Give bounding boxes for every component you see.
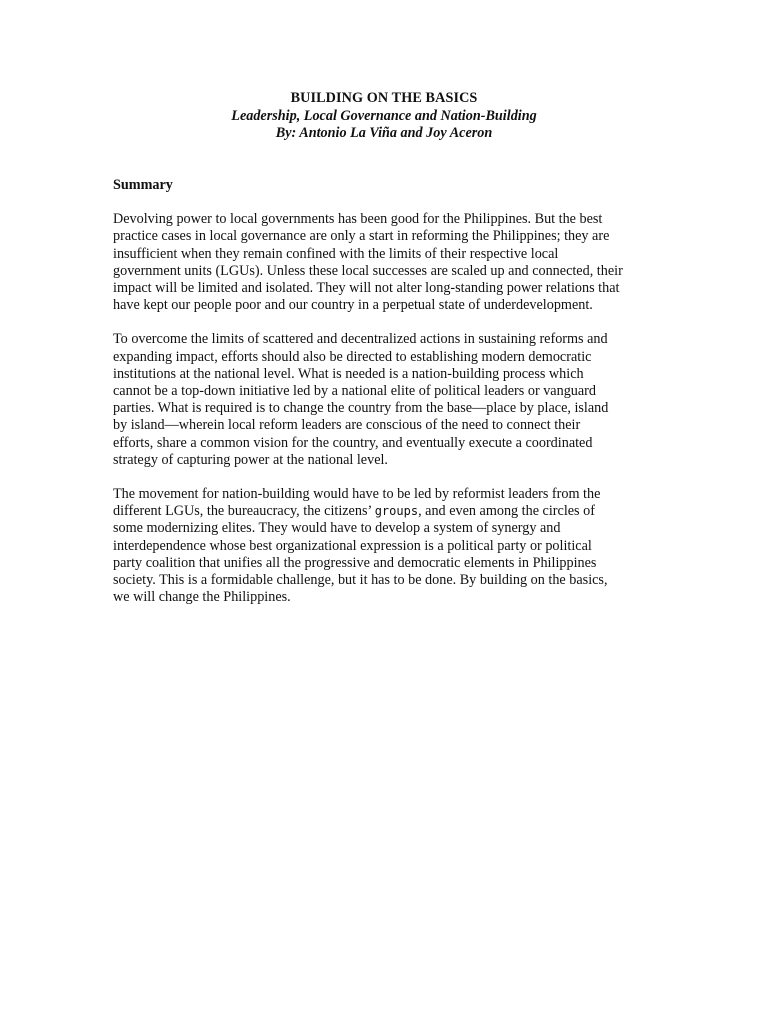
text-line: To overcome the limits of scattered and decentralized actions in sustaining reforms and xyxy=(113,331,608,348)
text-line: Devolving power to local governments has been good for the Philippines. But the best xyxy=(113,211,603,228)
text-line: practice cases in local governance are only a start in reforming the Philippines; they are xyxy=(113,228,610,245)
section-heading: Summary xyxy=(113,177,173,193)
text-line: government units (LGUs). Unless these local successes are scaled up and connected, their xyxy=(113,262,623,279)
text-line: The movement for nation-building would have to be led by reformist leaders from the xyxy=(113,486,601,503)
paragraph-3 xyxy=(113,486,658,606)
text-line: interdependence whose best organizational expression is a political party or political xyxy=(113,537,592,554)
paragraph-2 xyxy=(113,331,658,469)
document-title: BUILDING ON THE BASICS xyxy=(290,90,478,106)
text-line-mixed xyxy=(113,503,658,520)
text-line: society. This is a formidable challenge, but it has to be done. By building on the basics, xyxy=(113,572,608,589)
text-line: insufficient when they remain confined with the limits of their respective local xyxy=(113,245,559,262)
text-line: have kept our people poor and our country in a perpetual state of underdevelopment. xyxy=(113,297,593,314)
text-line: efforts, share a common vision for the country, and eventually execute a coordinated xyxy=(113,434,593,451)
text-line: impact will be limited and isolated. They will not alter long-standing power relations that xyxy=(113,280,620,297)
text-line: we will change the Philippines. xyxy=(113,589,291,606)
text-line: strategy of capturing power at the national level. xyxy=(113,451,388,468)
text-line: cannot be a top-down initiative led by a national elite of political leaders or vanguard xyxy=(113,383,596,400)
text-segment: , and even among the circles of xyxy=(418,503,595,520)
paragraph-1 xyxy=(113,211,658,314)
text-line: party coalition that unifies all the progressive and democratic elements in Philippines xyxy=(113,554,597,571)
text-segment-mono: groups xyxy=(374,504,419,519)
document-body xyxy=(113,177,658,623)
text-line: institutions at the national level. What is needed is a nation-building process which xyxy=(113,365,584,382)
text-line: expanding impact, efforts should also be directed to establishing modern democratic xyxy=(113,348,592,365)
text-segment: different LGUs, the bureaucracy, the citizens’ xyxy=(113,503,375,520)
document-header xyxy=(0,90,768,143)
text-line: parties. What is required is to change the country from the base—place by place, island xyxy=(113,400,609,417)
document-byline: By: Antonio La Viña and Joy Aceron xyxy=(275,125,493,141)
document-subtitle: Leadership, Local Governance and Nation-Building xyxy=(231,107,537,124)
text-line: by island—wherein local reform leaders are conscious of the need to connect their xyxy=(113,417,581,434)
text-line: some modernizing elites. They would have to develop a system of synergy and xyxy=(113,520,561,537)
